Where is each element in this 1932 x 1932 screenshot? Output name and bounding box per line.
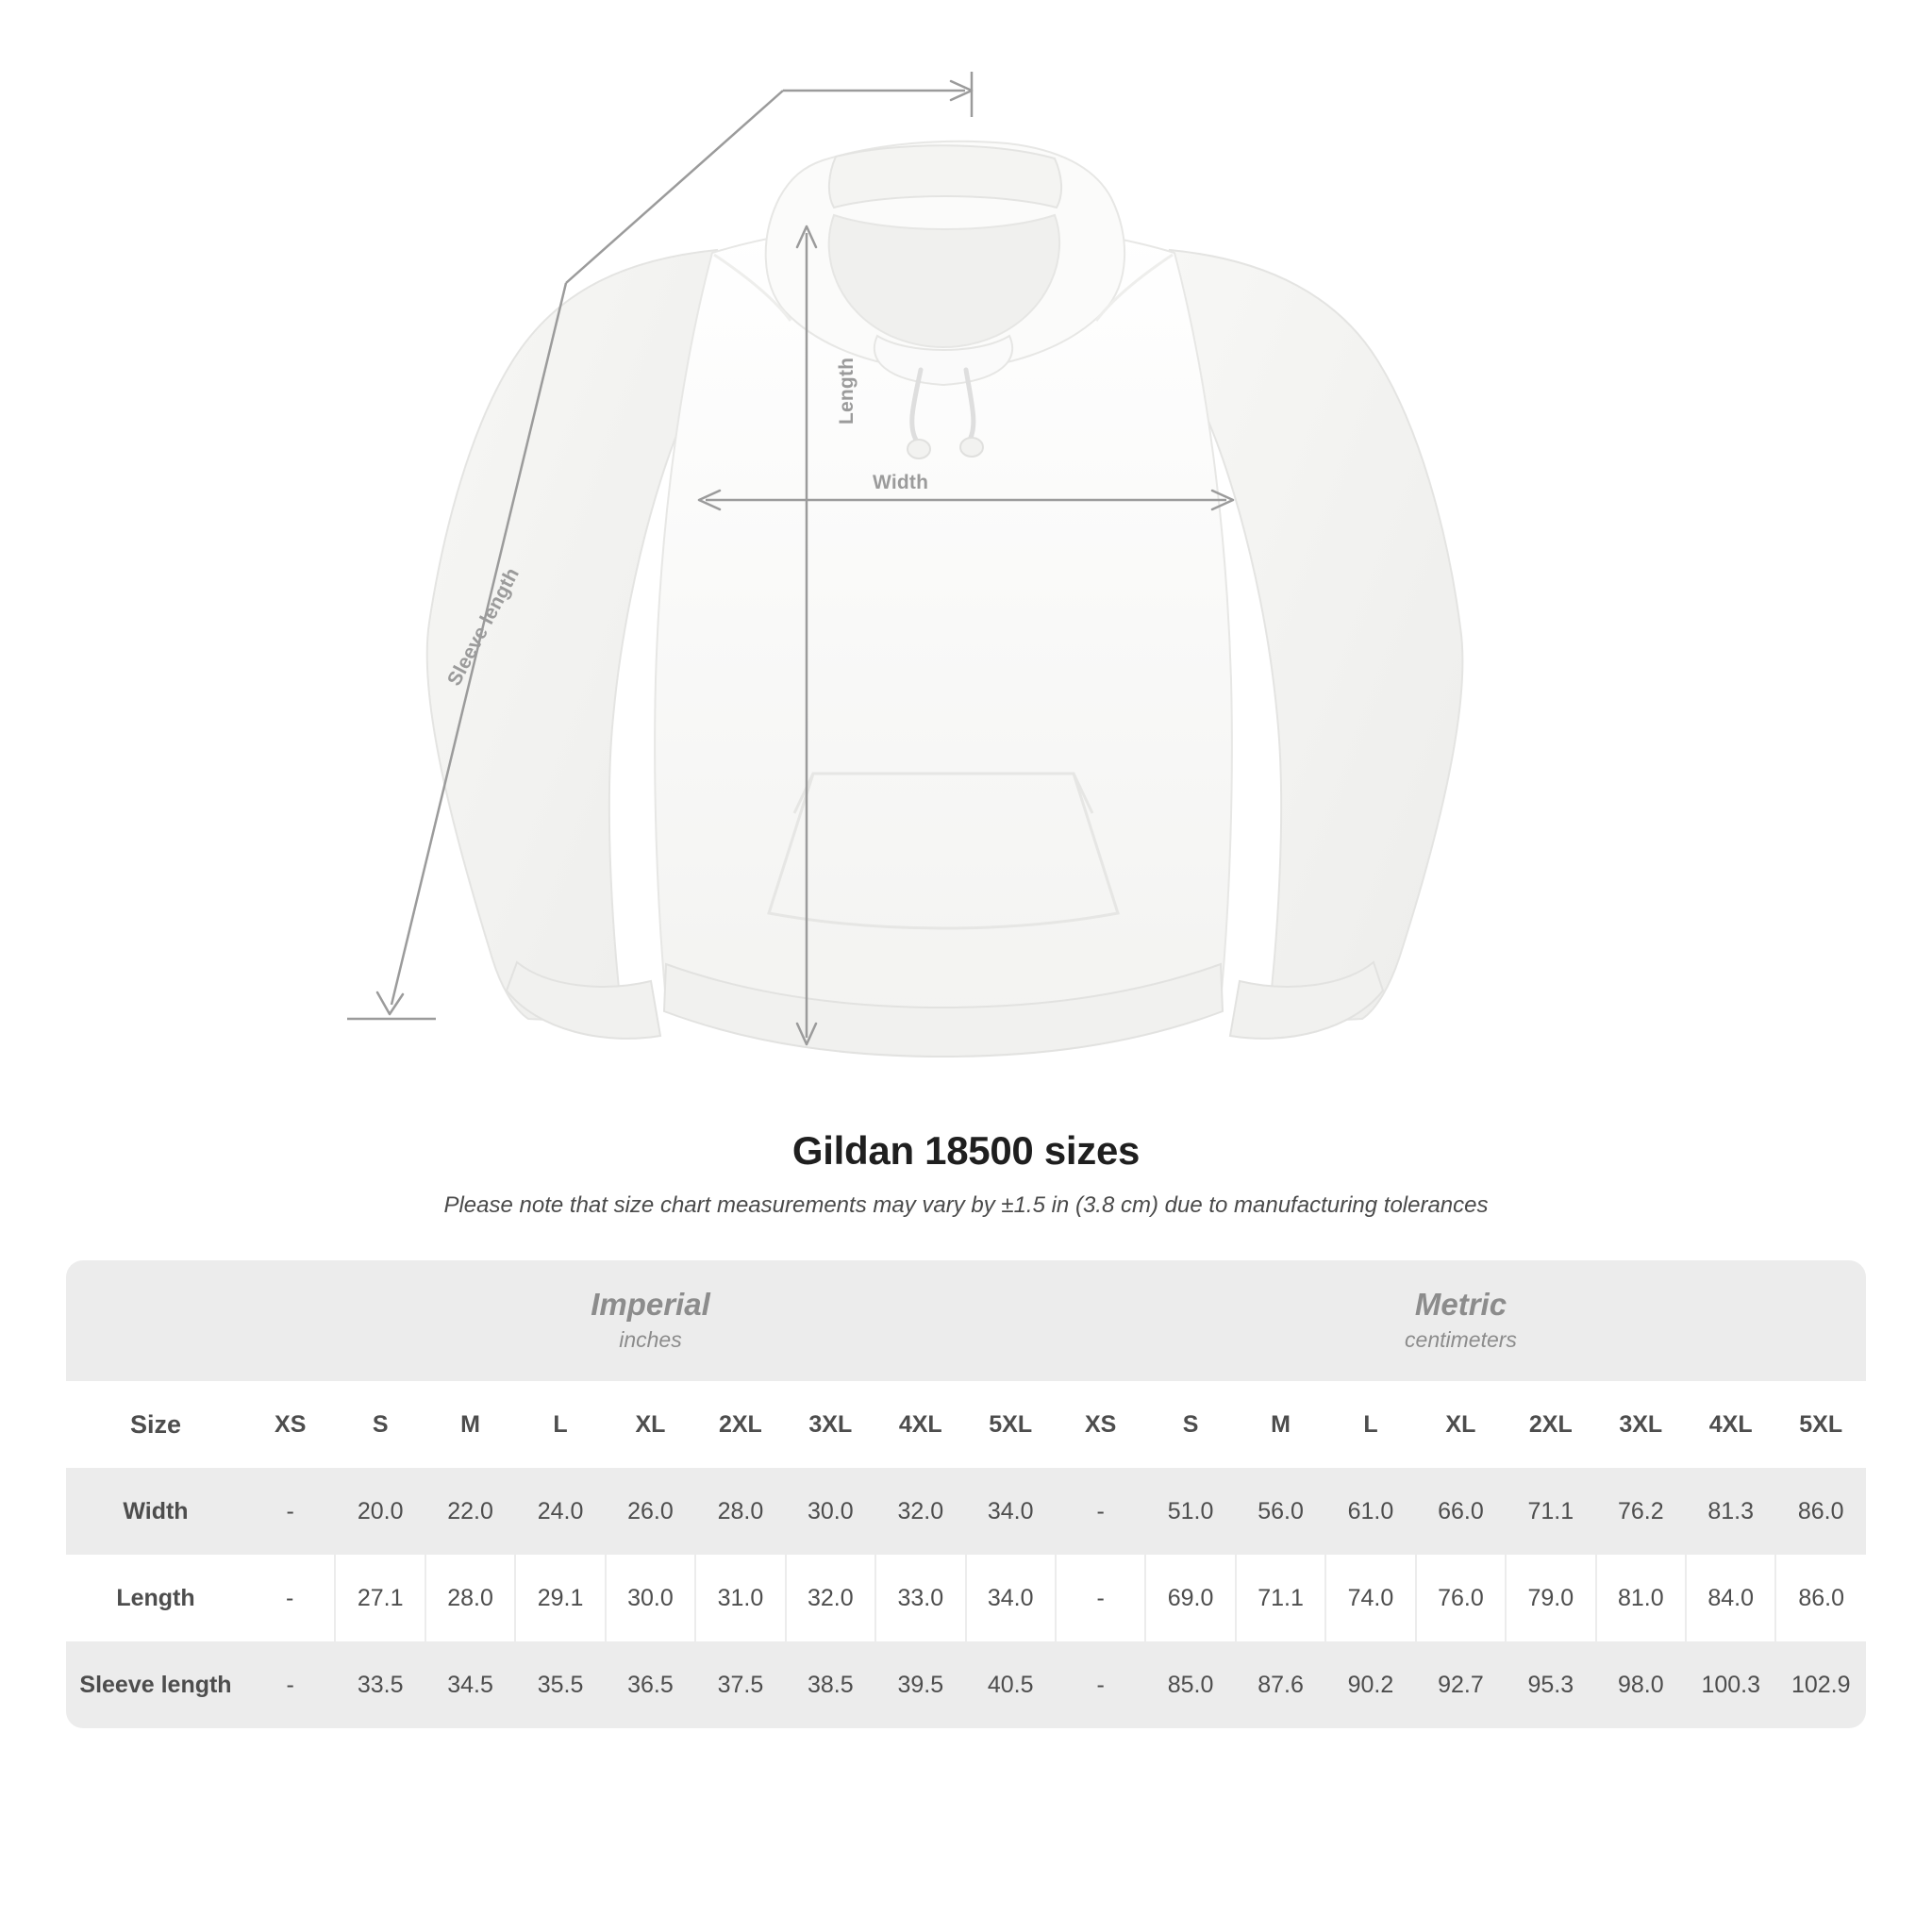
width-met-0: -	[1056, 1468, 1145, 1555]
size-col-met-7: 4XL	[1686, 1381, 1775, 1468]
sleeve-imp-6: 38.5	[786, 1641, 875, 1728]
sleeve-imp-8: 40.5	[966, 1641, 1056, 1728]
size-col-imp-1: S	[335, 1381, 425, 1468]
width-met-8: 86.0	[1775, 1468, 1866, 1555]
sleeve-met-0: -	[1056, 1641, 1145, 1728]
sleeve-met-3: 90.2	[1325, 1641, 1415, 1728]
size-col-imp-0: XS	[245, 1381, 335, 1468]
size-col-imp-8: 5XL	[966, 1381, 1056, 1468]
row-label-width: Width	[66, 1468, 245, 1555]
label-sleeve-length: Sleeve length	[443, 564, 525, 690]
sleeve-imp-3: 35.5	[515, 1641, 605, 1728]
width-met-3: 61.0	[1325, 1468, 1415, 1555]
table-row-length	[66, 1555, 1866, 1641]
width-met-2: 56.0	[1236, 1468, 1325, 1555]
size-col-met-8: 5XL	[1775, 1381, 1866, 1468]
width-imp-5: 28.0	[695, 1468, 785, 1555]
length-imp-2: 28.0	[425, 1555, 515, 1641]
width-imp-8: 34.0	[966, 1468, 1056, 1555]
length-imp-1: 27.1	[335, 1555, 425, 1641]
corner-cell	[66, 1260, 245, 1381]
sleeve-met-4: 92.7	[1416, 1641, 1506, 1728]
width-imp-2: 22.0	[425, 1468, 515, 1555]
size-col-met-0: XS	[1056, 1381, 1145, 1468]
title-block	[0, 1128, 1932, 1219]
size-col-imp-3: L	[515, 1381, 605, 1468]
sleeve-imp-4: 36.5	[606, 1641, 695, 1728]
size-col-met-3: L	[1325, 1381, 1415, 1468]
sleeve-met-2: 87.6	[1236, 1641, 1325, 1728]
length-met-3: 74.0	[1325, 1555, 1415, 1641]
sleeve-met-8: 102.9	[1775, 1641, 1866, 1728]
size-col-imp-6: 3XL	[786, 1381, 875, 1468]
sleeve-imp-5: 37.5	[695, 1641, 785, 1728]
label-width: Width	[873, 472, 929, 493]
size-col-met-2: M	[1236, 1381, 1325, 1468]
sleeve-met-1: 85.0	[1145, 1641, 1235, 1728]
length-met-6: 81.0	[1596, 1555, 1686, 1641]
size-header-label: Size	[66, 1381, 245, 1468]
sleeve-imp-1: 33.5	[335, 1641, 425, 1728]
width-met-1: 51.0	[1145, 1468, 1235, 1555]
size-col-met-4: XL	[1416, 1381, 1506, 1468]
unit-metric-sub: centimeters	[1405, 1327, 1517, 1353]
tolerance-note: Please note that size chart measurements may vary by ±1.5 in (3.8 cm) due to manufacturing tolerances	[443, 1192, 1489, 1218]
length-met-5: 79.0	[1506, 1555, 1595, 1641]
size-header-row	[66, 1381, 1866, 1468]
sleeve-imp-0: -	[245, 1641, 335, 1728]
size-col-imp-5: 2XL	[695, 1381, 785, 1468]
sleeve-imp-2: 34.5	[425, 1641, 515, 1728]
size-col-met-5: 2XL	[1506, 1381, 1595, 1468]
length-met-0: -	[1056, 1555, 1145, 1641]
sleeve-met-5: 95.3	[1506, 1641, 1595, 1728]
size-col-imp-2: M	[425, 1381, 515, 1468]
unit-metric-name: Metric	[1414, 1287, 1507, 1323]
length-met-4: 76.0	[1416, 1555, 1506, 1641]
row-label-length: Length	[66, 1555, 245, 1641]
width-imp-4: 26.0	[606, 1468, 695, 1555]
size-col-imp-4: XL	[606, 1381, 695, 1468]
width-imp-7: 32.0	[875, 1468, 965, 1555]
unit-imperial-sub: inches	[619, 1327, 682, 1353]
length-imp-6: 32.0	[786, 1555, 875, 1641]
size-table	[66, 1260, 1866, 1728]
sleeve-imp-7: 39.5	[875, 1641, 965, 1728]
row-label-sleeve-length: Sleeve length	[66, 1641, 245, 1728]
page-title: Gildan 18500 sizes	[791, 1128, 1141, 1173]
length-imp-4: 30.0	[606, 1555, 695, 1641]
length-met-1: 69.0	[1145, 1555, 1235, 1641]
unit-metric	[1056, 1260, 1866, 1381]
table-row-width	[66, 1468, 1866, 1555]
unit-imperial	[245, 1260, 1056, 1381]
sleeve-met-7: 100.3	[1686, 1641, 1775, 1728]
length-met-2: 71.1	[1236, 1555, 1325, 1641]
width-imp-3: 24.0	[515, 1468, 605, 1555]
width-met-6: 76.2	[1596, 1468, 1686, 1555]
width-imp-6: 30.0	[786, 1468, 875, 1555]
width-met-5: 71.1	[1506, 1468, 1595, 1555]
width-met-7: 81.3	[1686, 1468, 1775, 1555]
size-col-met-6: 3XL	[1596, 1381, 1686, 1468]
unit-header-row	[66, 1260, 1866, 1381]
length-imp-3: 29.1	[515, 1555, 605, 1641]
size-table-wrapper	[66, 1260, 1866, 1728]
length-imp-8: 34.0	[966, 1555, 1056, 1641]
width-imp-0: -	[245, 1468, 335, 1555]
label-length: Length	[836, 357, 858, 425]
table-row-sleeve-length	[66, 1641, 1866, 1728]
length-imp-7: 33.0	[875, 1555, 965, 1641]
sleeve-met-6: 98.0	[1596, 1641, 1686, 1728]
length-imp-0: -	[245, 1555, 335, 1641]
unit-imperial-name: Imperial	[591, 1287, 710, 1323]
width-met-4: 66.0	[1416, 1468, 1506, 1555]
length-met-7: 84.0	[1686, 1555, 1775, 1641]
length-imp-5: 31.0	[695, 1555, 785, 1641]
width-imp-1: 20.0	[335, 1468, 425, 1555]
size-col-imp-7: 4XL	[875, 1381, 965, 1468]
size-col-met-1: S	[1145, 1381, 1235, 1468]
length-met-8: 86.0	[1775, 1555, 1866, 1641]
